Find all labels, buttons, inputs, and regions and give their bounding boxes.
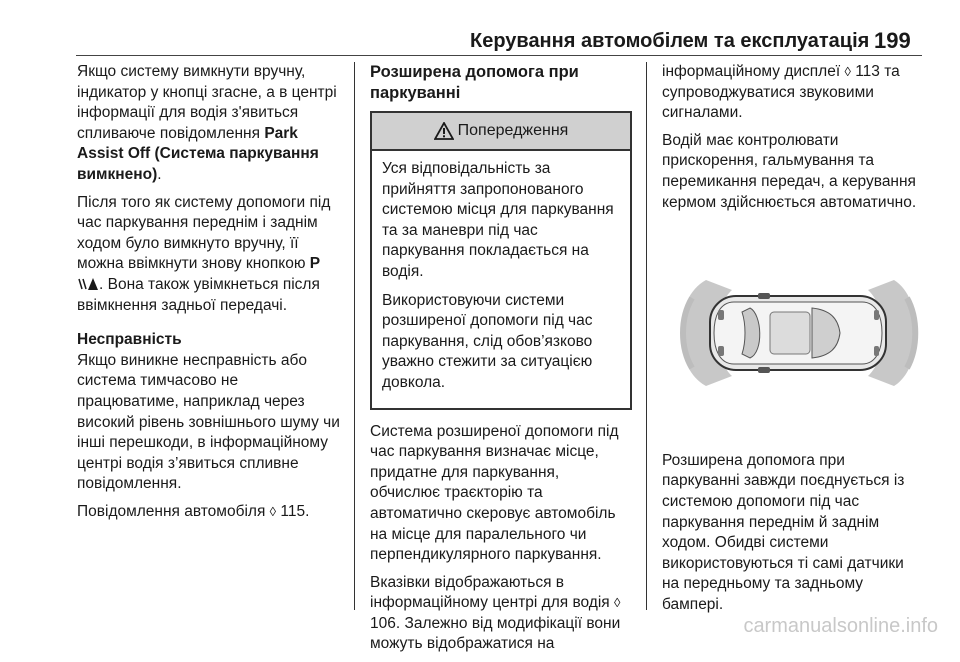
text-column-1 (77, 62, 342, 529)
paragraph-system-off: Якщо систему вимкнути вручну, індикатор у кнопці згасне, а в центрі інформації для водія з'явиться спливаюче повідомлення Park Assist Off (Система паркування вимкнено). (77, 63, 337, 183)
header-divider (76, 55, 922, 56)
page-reference-icon: ◊ (614, 595, 621, 611)
paragraph-vehicle-messages: Повідомлення автомобіля ◊ 115. (77, 502, 342, 523)
paragraph-system-description: Система розширеної допомоги під час паркування визначає місце, придатне для паркування, обчислює траєкторію та автоматично скеровує автомобіль на місце для паралельного чи перпендикулярного паркування. (370, 422, 619, 564)
text-column-3 (662, 62, 924, 623)
column-divider-left (354, 62, 355, 610)
section-title: Розширена допомога при паркуванні (370, 63, 579, 102)
parking-sensors-illustration (662, 238, 924, 428)
page-reference-link[interactable]: 113 (850, 63, 880, 80)
park-assist-sensor-icon (77, 276, 99, 291)
warning-box (370, 111, 632, 410)
paragraph-fault: Якщо виникне несправність або система тимчасово не працюватиме, наприклад через високий рівень зовнішнього шуму чи інші перешкоди, в інформаційному центрі водія з’явиться спливне повідомлення. (77, 351, 340, 493)
warning-title: Попередження (457, 121, 569, 139)
paragraph-display: інформаційному дисплеї ◊ 113 та супроводжуватися звуковими сигналами. (662, 63, 900, 122)
paragraph-reactivate: Після того як систему допомоги під час паркування переднім і заднім ходом було вимкнуто вручну, її можна ввімкнути знову кнопкою P. Вона також увімкнеться після ввімкнення задньої передачі. (77, 193, 331, 314)
warning-triangle-icon (434, 122, 454, 140)
car-top-view-icon (710, 293, 886, 373)
warning-header (372, 113, 630, 151)
warning-paragraph: Уся відповідальність за прийняття запропонованого системою місця для паркування та за маневри під час паркування покладається на водія. (382, 160, 614, 280)
page-reference-icon: ◊ (844, 64, 851, 79)
page-number: 199 (874, 28, 911, 53)
park-assist-button-label: P (309, 255, 321, 273)
page-reference-link[interactable]: 115. (276, 502, 310, 520)
warning-body (372, 151, 630, 408)
page-header-title: Керування автомобілем та експлуатація (470, 30, 870, 52)
paragraph-instructions: Вказівки відображаються в інформаційному центрі для водія ◊ 106. Залежно від модифікації вони можуть відображатися на (370, 573, 621, 653)
page-reference-icon: ◊ (269, 503, 277, 519)
page-reference-link[interactable]: 106 (370, 614, 396, 632)
park-assist-off-message: Park Assist Off (Система паркування вимкнено) (77, 124, 319, 183)
paragraph-advanced-assist: Розширена допомога при паркуванні завжди поєднується із системою допомоги під час паркування переднім й заднім ходом. Обидві системи використовуються ті самі датчики на передньому та задньому бампері. (662, 451, 905, 613)
text-column-2 (370, 62, 632, 662)
fault-heading: Несправність (77, 331, 182, 349)
paragraph-driver-control: Водій має контролювати прискорення, гальмування та перемикання передач, а керування кермом здійснюється автоматично. (662, 131, 917, 211)
column-divider-right (646, 62, 647, 610)
watermark: carmanualsonline.info (743, 615, 938, 637)
warning-paragraph: Використовуючи системи розширеної допомоги під час паркування, слід обов’язково уважно стежити за ситуацією довкола. (382, 291, 593, 391)
